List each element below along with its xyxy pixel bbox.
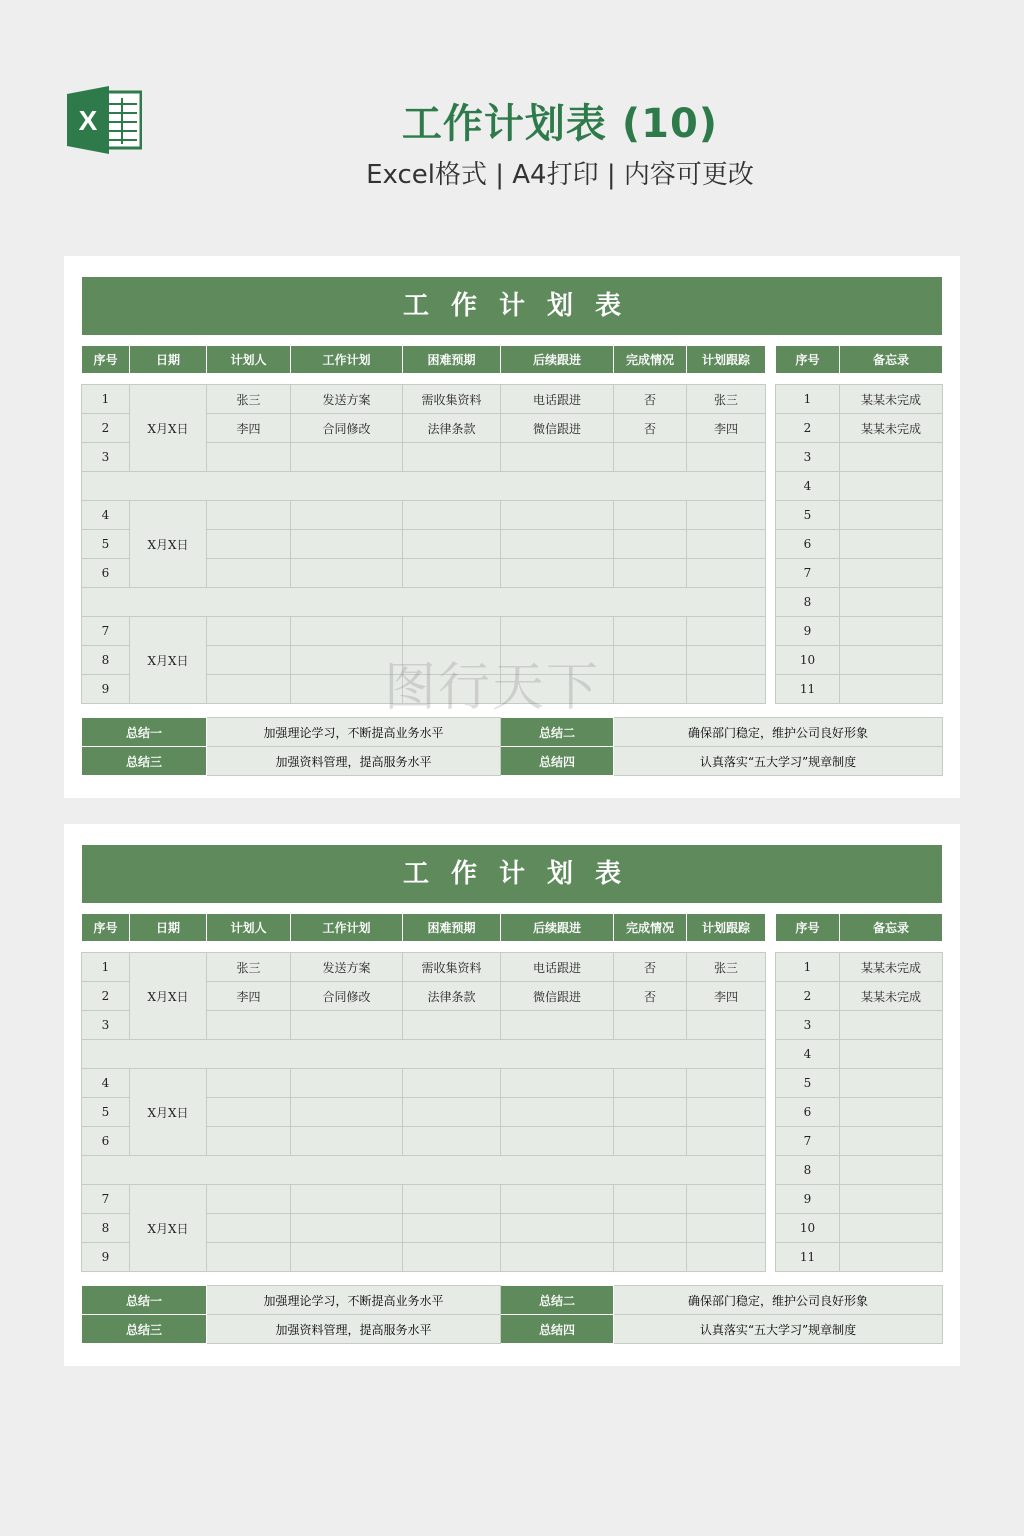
status-cell: 否 bbox=[614, 414, 687, 443]
memo-row: 9 bbox=[776, 1185, 943, 1214]
memo-text: 某某未完成 bbox=[840, 414, 943, 443]
planner-cell: 张三 bbox=[207, 385, 291, 414]
followup-cell: 微信跟进 bbox=[501, 414, 614, 443]
memo-text: 某某未完成 bbox=[840, 982, 943, 1011]
table-row bbox=[82, 1185, 766, 1214]
summary-text: 加强理论学习，不断提高业务水平 bbox=[207, 1286, 501, 1315]
memo-row: 5 bbox=[776, 501, 943, 530]
col-followup: 后续跟进 bbox=[501, 914, 614, 942]
table-row bbox=[82, 385, 766, 414]
col-tracking: 计划跟踪 bbox=[687, 346, 766, 374]
plan-cell: 发送方案 bbox=[291, 953, 403, 982]
status-cell: 否 bbox=[614, 953, 687, 982]
memo-row: 6 bbox=[776, 1098, 943, 1127]
column-header-row bbox=[82, 914, 766, 942]
memo-row: 8 bbox=[776, 588, 943, 617]
memo-row: 8 bbox=[776, 1156, 943, 1185]
planner-cell: 张三 bbox=[207, 953, 291, 982]
memo-col-index: 序号 bbox=[776, 914, 840, 942]
date-cell: X月X日 bbox=[130, 953, 207, 1040]
plan-table bbox=[81, 384, 766, 704]
sheet-title: 工作计划表 bbox=[82, 277, 942, 335]
summary-text: 确保部门稳定，维护公司良好形象 bbox=[614, 1286, 943, 1315]
col-date: 日期 bbox=[130, 914, 207, 942]
watermark: 图行天下 bbox=[384, 658, 601, 718]
spacer-row bbox=[82, 588, 766, 617]
worksheet-preview bbox=[64, 824, 960, 1366]
followup-cell: 电话跟进 bbox=[501, 953, 614, 982]
memo-row: 6 bbox=[776, 530, 943, 559]
date-cell: X月X日 bbox=[130, 1185, 207, 1272]
memo-row: 10 bbox=[776, 646, 943, 675]
memo-row: 2 某某未完成 bbox=[776, 982, 943, 1011]
summary-label: 总结二 bbox=[501, 1286, 614, 1315]
tracking-cell: 张三 bbox=[687, 385, 766, 414]
difficulty-cell: 法律条款 bbox=[403, 414, 501, 443]
summary-text: 加强资料管理，提高服务水平 bbox=[207, 747, 501, 776]
row-index: 3 bbox=[82, 443, 130, 472]
row-index: 1 bbox=[82, 385, 130, 414]
table-row bbox=[82, 1069, 766, 1098]
summary-text: 认真落实“五大学习”规章制度 bbox=[614, 1315, 943, 1344]
difficulty-cell: 需收集资料 bbox=[403, 953, 501, 982]
date-cell: X月X日 bbox=[130, 1069, 207, 1156]
memo-row: 2 某某未完成 bbox=[776, 414, 943, 443]
memo-table bbox=[775, 952, 943, 1272]
page-title: 工作计划表 (10) bbox=[401, 101, 719, 147]
summary-label: 总结一 bbox=[82, 1286, 207, 1315]
row-index: 4 bbox=[82, 1069, 130, 1098]
row-index: 9 bbox=[82, 675, 130, 704]
row-index: 9 bbox=[82, 1243, 130, 1272]
memo-row: 7 bbox=[776, 1127, 943, 1156]
memo-row: 5 bbox=[776, 1069, 943, 1098]
plan-table bbox=[81, 952, 766, 1272]
row-index: 6 bbox=[82, 1127, 130, 1156]
svg-text:X: X bbox=[78, 105, 98, 136]
memo-col-note: 备忘录 bbox=[840, 914, 943, 942]
tracking-cell: 李四 bbox=[687, 414, 766, 443]
difficulty-cell: 法律条款 bbox=[403, 982, 501, 1011]
summary-label: 总结三 bbox=[82, 747, 207, 776]
summary-row bbox=[82, 718, 943, 747]
memo-row: 7 bbox=[776, 559, 943, 588]
col-date: 日期 bbox=[130, 346, 207, 374]
followup-cell: 电话跟进 bbox=[501, 385, 614, 414]
table-row bbox=[82, 953, 766, 982]
summary-text: 加强资料管理，提高服务水平 bbox=[207, 1315, 501, 1344]
col-planner: 计划人 bbox=[207, 914, 291, 942]
summary-row bbox=[82, 1286, 943, 1315]
col-index: 序号 bbox=[82, 346, 130, 374]
row-index: 5 bbox=[82, 530, 130, 559]
memo-row: 1 某某未完成 bbox=[776, 385, 943, 414]
memo-table bbox=[775, 384, 943, 704]
row-index: 3 bbox=[82, 1011, 130, 1040]
row-index: 7 bbox=[82, 617, 130, 646]
status-cell: 否 bbox=[614, 385, 687, 414]
date-cell: X月X日 bbox=[130, 617, 207, 704]
summary-label: 总结二 bbox=[501, 718, 614, 747]
row-index: 1 bbox=[82, 953, 130, 982]
memo-row: 4 bbox=[776, 1040, 943, 1069]
memo-row: 9 bbox=[776, 617, 943, 646]
difficulty-cell: 需收集资料 bbox=[403, 385, 501, 414]
memo-text: 某某未完成 bbox=[840, 953, 943, 982]
spacer-row bbox=[82, 1040, 766, 1069]
row-index: 5 bbox=[82, 1098, 130, 1127]
table-row bbox=[82, 501, 766, 530]
col-status: 完成情况 bbox=[614, 914, 687, 942]
memo-row: 11 bbox=[776, 1243, 943, 1272]
row-index: 2 bbox=[82, 414, 130, 443]
plan-header-table bbox=[81, 913, 766, 942]
row-index: 4 bbox=[82, 501, 130, 530]
summary-text: 加强理论学习，不断提高业务水平 bbox=[207, 718, 501, 747]
col-difficulty: 困难预期 bbox=[403, 914, 501, 942]
page-subtitle: Excel格式 | A4打印 | 内容可更改 bbox=[366, 160, 754, 190]
summary-text: 认真落实“五大学习”规章制度 bbox=[614, 747, 943, 776]
status-cell: 否 bbox=[614, 982, 687, 1011]
spacer-row bbox=[82, 472, 766, 501]
memo-row: 3 bbox=[776, 1011, 943, 1040]
row-index: 6 bbox=[82, 559, 130, 588]
memo-row: 4 bbox=[776, 472, 943, 501]
memo-row: 3 bbox=[776, 443, 943, 472]
row-index: 2 bbox=[82, 982, 130, 1011]
plan-header-table bbox=[81, 345, 766, 374]
memo-text: 某某未完成 bbox=[840, 385, 943, 414]
excel-icon bbox=[67, 86, 142, 154]
date-cell: X月X日 bbox=[130, 501, 207, 588]
memo-header-table bbox=[775, 913, 943, 942]
memo-row: 11 bbox=[776, 675, 943, 704]
summary-row bbox=[82, 747, 943, 776]
plan-cell: 发送方案 bbox=[291, 385, 403, 414]
sheet-title: 工作计划表 bbox=[82, 845, 942, 903]
summary-table bbox=[81, 1285, 943, 1344]
spacer-row bbox=[82, 1156, 766, 1185]
row-index: 8 bbox=[82, 1214, 130, 1243]
summary-label: 总结三 bbox=[82, 1315, 207, 1344]
tracking-cell: 李四 bbox=[687, 982, 766, 1011]
memo-row: 10 bbox=[776, 1214, 943, 1243]
summary-row bbox=[82, 1315, 943, 1344]
summary-label: 总结四 bbox=[501, 747, 614, 776]
col-followup: 后续跟进 bbox=[501, 346, 614, 374]
date-cell: X月X日 bbox=[130, 385, 207, 472]
col-index: 序号 bbox=[82, 914, 130, 942]
planner-cell: 李四 bbox=[207, 414, 291, 443]
summary-label: 总结一 bbox=[82, 718, 207, 747]
column-header-row bbox=[82, 346, 766, 374]
col-tracking: 计划跟踪 bbox=[687, 914, 766, 942]
col-plan: 工作计划 bbox=[291, 346, 403, 374]
memo-col-index: 序号 bbox=[776, 346, 840, 374]
row-index: 8 bbox=[82, 646, 130, 675]
planner-cell: 李四 bbox=[207, 982, 291, 1011]
memo-header-table bbox=[775, 345, 943, 374]
col-planner: 计划人 bbox=[207, 346, 291, 374]
row-index: 7 bbox=[82, 1185, 130, 1214]
plan-cell: 合同修改 bbox=[291, 982, 403, 1011]
worksheet-preview bbox=[64, 256, 960, 798]
tracking-cell: 张三 bbox=[687, 953, 766, 982]
col-status: 完成情况 bbox=[614, 346, 687, 374]
col-difficulty: 困难预期 bbox=[403, 346, 501, 374]
memo-row: 1 某某未完成 bbox=[776, 953, 943, 982]
summary-table bbox=[81, 717, 943, 776]
summary-text: 确保部门稳定，维护公司良好形象 bbox=[614, 718, 943, 747]
summary-label: 总结四 bbox=[501, 1315, 614, 1344]
plan-cell: 合同修改 bbox=[291, 414, 403, 443]
followup-cell: 微信跟进 bbox=[501, 982, 614, 1011]
memo-col-note: 备忘录 bbox=[840, 346, 943, 374]
col-plan: 工作计划 bbox=[291, 914, 403, 942]
table-row bbox=[82, 617, 766, 646]
